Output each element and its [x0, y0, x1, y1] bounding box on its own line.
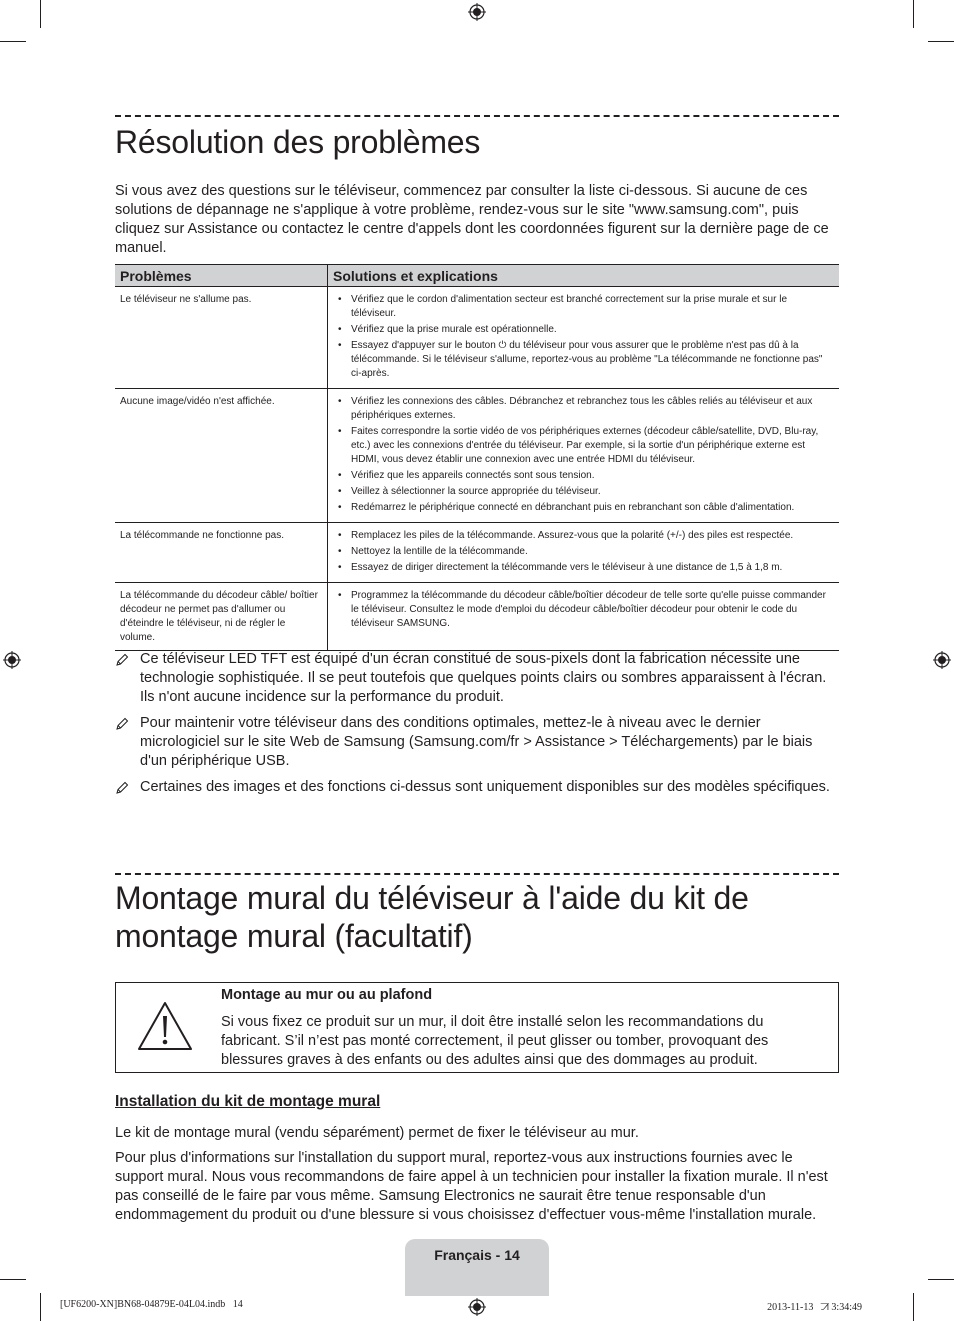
registration-mark-icon	[3, 651, 21, 669]
note-item	[115, 778, 839, 797]
crop-mark	[0, 1279, 26, 1280]
solution-item: • Redémarrez le périphérique connecté en débranchant puis en rebranchant son câble d'alimentation.	[351, 501, 834, 515]
table-row	[115, 389, 839, 523]
section-divider	[115, 115, 839, 117]
crop-mark	[40, 0, 41, 28]
column-header-problems: Problèmes	[115, 265, 328, 287]
wall-mount-paragraph-2: Pour plus d'informations sur l'installation du support mural, reportez-vous aux instructions fournies avec le support mural. Nous vous recommandons de faire appel à un technicien pour installer la fixation murale. Il n'est pas conseillé de le faire par vous même. Samsung Electronics ne saurait être tenue responsable d'un endommagement du produit ou d'une blessure si vous choisissez d'effectuer vous-même l'installation murale.	[115, 1150, 828, 1223]
solutions-cell	[328, 583, 840, 651]
solution-item: • Essayez de diriger directement la télécommande vers le téléviseur à une distance de 1,5 à 1,8 m.	[351, 561, 834, 575]
registration-mark-icon	[468, 1298, 486, 1316]
solutions-cell	[328, 389, 840, 523]
solution-item: • Vérifiez que les appareils connectés sont sous tension.	[351, 469, 834, 483]
table-header-row	[115, 265, 839, 287]
notes-list	[115, 650, 839, 804]
crop-mark	[0, 41, 26, 42]
pencil-note-icon	[115, 653, 129, 667]
imprint-filename: [UF6200-XN]BN68-04879E-04L04.indb 14	[60, 1299, 243, 1310]
solution-item: • Essayez d'appuyer sur le bouton ⏻ du téléviseur pour vous assurer que le problème n'est pas dû à la télécommande. Si le téléviseur s'allume, reportez-vous au problème "La télécommande ne fonctionne pas" ci-après.	[351, 339, 834, 381]
note-item	[115, 650, 839, 707]
warning-title: Montage au mur ou au plafond	[221, 987, 433, 1003]
pencil-note-icon	[115, 717, 129, 731]
section-title-wall-mount: Montage mural du téléviseur à l'aide du kit de montage mural (facultatif)	[115, 880, 749, 954]
troubleshooting-table	[115, 264, 839, 651]
pencil-note-icon	[115, 781, 129, 795]
solution-item: • Faites correspondre la sortie vidéo de vos périphériques externes (décodeur câble/satellite, DVD, Blu-ray, etc.) avec les connexions d'entrée du téléviseur. Par exemple, si la sortie d'un périphérique externe est HDMI, vous devez établir une connexion avec une entrée HDMI du téléviseur.	[351, 425, 834, 467]
column-header-solutions: Solutions et explications	[328, 265, 840, 287]
registration-mark-icon	[468, 3, 486, 21]
intro-paragraph: Si vous avez des questions sur le téléviseur, commencez par consulter la liste ci-dessous. Si aucune de ces solutions de dépannage ne s'applique à votre problème, rendez-vous sur le site "www.samsung.com", puis cliquez sur Assistance ou contactez le centre d'appels dont les coordonnées figurent sur la dernière page de ce manuel.	[115, 183, 829, 256]
table-row	[115, 583, 839, 651]
solution-item: • Programmez la télécommande du décodeur câble/boîtier décodeur de telle sorte qu'elle puisse commander le téléviseur. Consultez le mode d'emploi du décodeur câble/boîtier décodeur pour obtenir le code du téléviseur SAMSUNG.	[351, 589, 834, 631]
note-text: Ce téléviseur LED TFT est équipé d'un écran constitué de sous-pixels dont la fabrication nécessite une technologie sophistiquée. Il se peut toutefois que quelques points clairs ou sombres apparaissent à l'écran. Ils n'ont aucune incidence sur la performance du produit.	[140, 651, 827, 705]
problem-cell: Le téléviseur ne s'allume pas.	[115, 287, 328, 389]
note-item	[115, 714, 839, 771]
problem-cell: Aucune image/vidéo n'est affichée.	[115, 389, 328, 523]
problem-cell: La télécommande ne fonctionne pas.	[115, 523, 328, 583]
note-text: Pour maintenir votre téléviseur dans des conditions optimales, mettez-le à niveau avec le dernier micrologiciel sur le site Web de Samsung (Samsung.com/fr > Assistance > Téléchargements) par le biais d'un périphérique USB.	[140, 715, 813, 769]
solutions-cell	[328, 523, 840, 583]
solution-item: • Veillez à sélectionner la source appropriée du téléviseur.	[351, 485, 834, 499]
wall-mount-paragraph-1: Le kit de montage mural (vendu séparément) permet de fixer le téléviseur au mur.	[115, 1125, 639, 1141]
imprint-timestamp: 2013-11-13 ꠀ 3:34:49	[767, 1302, 862, 1313]
subheading-wall-mount-kit: Installation du kit de montage mural	[115, 1093, 381, 1110]
crop-mark	[913, 0, 914, 28]
note-text: Certaines des images et des fonctions ci-dessus sont uniquement disponibles sur des modèles spécifiques.	[140, 779, 830, 795]
solution-item: • Nettoyez la lentille de la télécommande.	[351, 545, 834, 559]
section-title-troubleshooting: Résolution des problèmes	[115, 124, 481, 160]
registration-mark-icon	[933, 651, 951, 669]
warning-text: Si vous fixez ce produit sur un mur, il doit être installé selon les recommandations du fabricant. S’il n’est pas monté correctement, il peut glisser ou tomber, provoquant des blessures graves à des enfants ou des adultes ainsi que des dommages au produit.	[221, 1014, 769, 1068]
warning-box	[115, 982, 839, 1073]
crop-mark	[913, 1293, 914, 1321]
warning-triangle-icon	[136, 1000, 194, 1052]
solution-item: • Vérifiez que la prise murale est opérationnelle.	[351, 323, 834, 337]
problem-cell: La télécommande du décodeur câble/ boîtier décodeur ne permet pas d'allumer ou d'éteindre le téléviseur, ni de régler le volume.	[115, 583, 328, 651]
section-divider	[115, 873, 839, 875]
solution-item: • Vérifiez que le cordon d'alimentation secteur est branché correctement sur la prise murale et sur le téléviseur.	[351, 293, 834, 321]
table-row	[115, 523, 839, 583]
solution-item: • Vérifiez les connexions des câbles. Débranchez et rebranchez tous les câbles reliés au téléviseur et aux périphériques externes.	[351, 395, 834, 423]
crop-mark	[928, 1279, 954, 1280]
crop-mark	[40, 1293, 41, 1321]
page-label: Français - 14	[434, 1247, 520, 1263]
page-number-tab	[405, 1239, 549, 1296]
solution-item: • Remplacez les piles de la télécommande. Assurez-vous que la polarité (+/-) des piles est respectée.	[351, 529, 834, 543]
solutions-cell	[328, 287, 840, 389]
table-row	[115, 287, 839, 389]
crop-mark	[928, 41, 954, 42]
